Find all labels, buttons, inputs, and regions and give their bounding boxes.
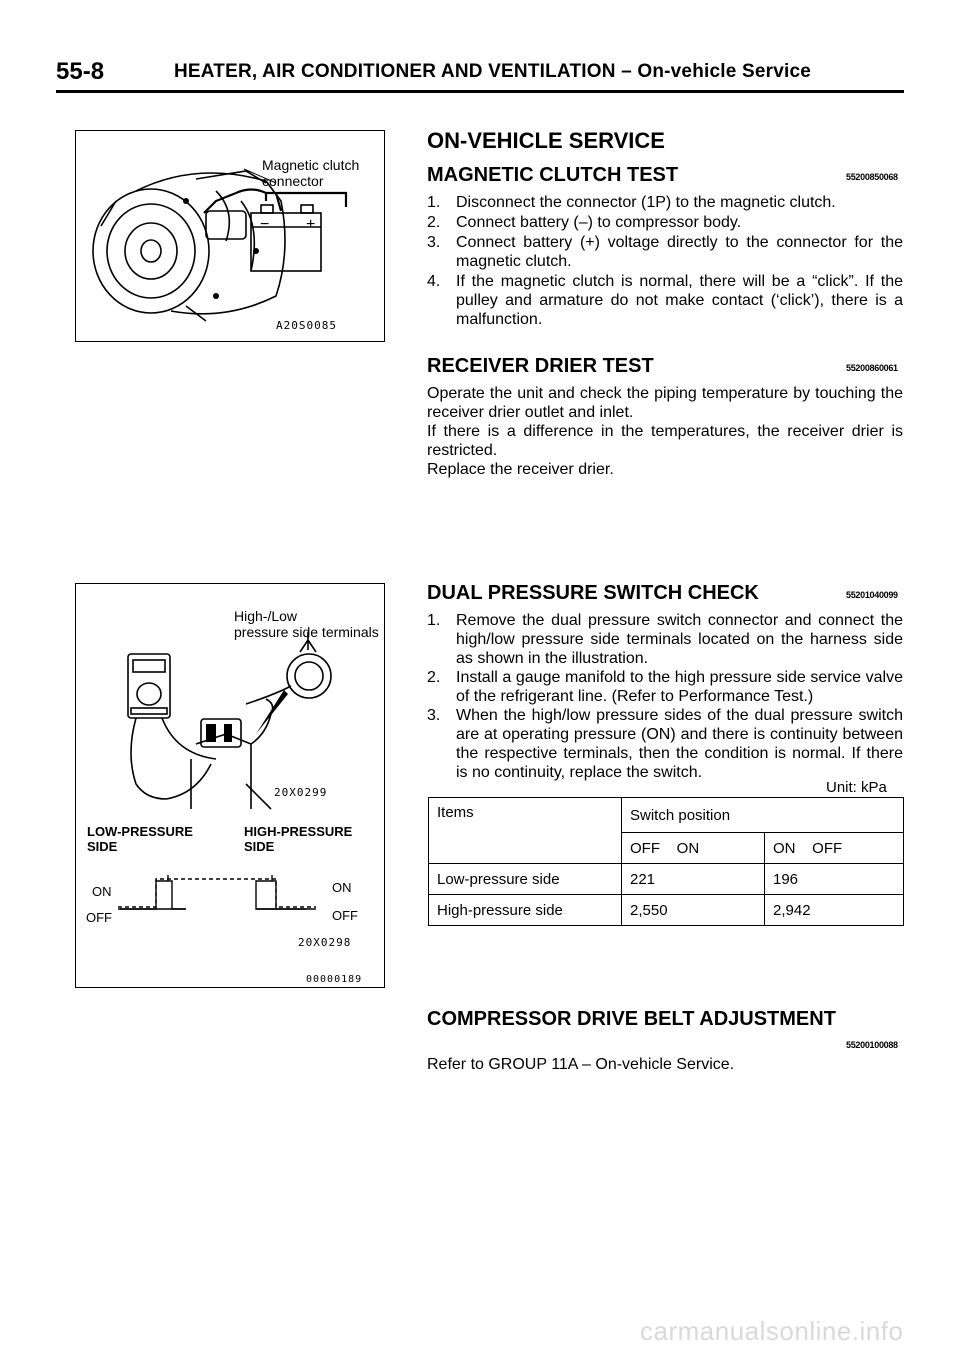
belt-text: Refer to GROUP 11A – On-vehicle Service. bbox=[427, 1056, 735, 1073]
figure-code-top: 20X0299 bbox=[274, 786, 328, 799]
table-row: High-pressure side 2,550 2,942 bbox=[429, 895, 904, 926]
table-row: Low-pressure side 221 196 bbox=[429, 864, 904, 895]
header-title: HEATER, AIR CONDITIONER AND VENTILATION – On-vehicle Service bbox=[174, 61, 811, 82]
figure-magnetic-clutch bbox=[75, 130, 385, 342]
off-right-label: OFF bbox=[332, 908, 358, 923]
switch-position-header: Switch position bbox=[622, 798, 904, 833]
receiver-drier-para2: If there is a difference in the temperatures, the receiver drier is restricted. bbox=[427, 423, 903, 459]
belt-code: 55200100088 bbox=[846, 1040, 898, 1050]
high-pressure-side-label: HIGH-PRESSURE SIDE bbox=[244, 824, 353, 854]
figure-code-bottom: 00000189 bbox=[306, 974, 363, 985]
step-item: 1. Remove the dual pressure switch connector and connect the high/low pressure side terminals located on the harness side as shown in the illustration. bbox=[427, 612, 903, 667]
dual-pressure-heading: DUAL PRESSURE SWITCH CHECK bbox=[427, 582, 759, 604]
low-pressure-side-label: LOW-PRESSURE SIDE bbox=[87, 824, 193, 854]
step-item: 2. Connect battery (–) to compressor body. bbox=[427, 214, 742, 231]
page-header bbox=[56, 58, 904, 88]
sub-header-on-off: ON OFF bbox=[765, 833, 904, 864]
off-left-label: OFF bbox=[86, 910, 112, 925]
page-number: 55-8 bbox=[56, 58, 105, 85]
on-right-label: ON bbox=[332, 880, 352, 895]
step-item: 2. Install a gauge manifold to the high pressure side service valve of the refrigerant line. (Refer to Performance Test.) bbox=[427, 669, 903, 705]
dual-pressure-code: 55201040099 bbox=[846, 590, 898, 600]
on-left-label: ON bbox=[92, 884, 112, 899]
watermark: carmanualsonline.info bbox=[640, 1316, 904, 1346]
figure-code-mid: 20X0298 bbox=[298, 936, 352, 949]
figure-code: A20S0085 bbox=[276, 319, 337, 332]
main-title: ON-VEHICLE SERVICE bbox=[427, 128, 665, 153]
items-header: Items bbox=[429, 798, 622, 864]
magnetic-clutch-heading: MAGNETIC CLUTCH TEST bbox=[427, 164, 679, 186]
header-rule bbox=[56, 90, 904, 93]
battery-minus-label: − bbox=[260, 216, 270, 233]
step-item: 3. Connect battery (+) voltage directly to the connector for the magnetic clutch. bbox=[427, 234, 903, 270]
step-item: 1. Disconnect the connector (1P) to the magnetic clutch. bbox=[427, 194, 836, 211]
figure-dual-pressure-switch bbox=[75, 583, 385, 988]
step-item: 3. When the high/low pressure sides of the dual pressure switch are at operating pressure (ON) and there is continuity between the respective terminals, then the condition is normal. If there is no continuity, replace the switch. bbox=[427, 707, 903, 781]
receiver-drier-heading: RECEIVER DRIER TEST bbox=[427, 355, 654, 377]
magnetic-clutch-label: Magnetic clutch connector bbox=[262, 157, 360, 189]
magnetic-clutch-code: 55200850068 bbox=[846, 172, 898, 182]
sub-header-off-on: OFF ON bbox=[622, 833, 765, 864]
battery-plus-label: + bbox=[306, 216, 316, 233]
terminals-label: High-/Low pressure side terminals bbox=[234, 608, 379, 640]
belt-heading: COMPRESSOR DRIVE BELT ADJUSTMENT bbox=[427, 1008, 836, 1030]
switch-spec-table bbox=[428, 797, 904, 926]
receiver-drier-para3: Replace the receiver drier. bbox=[427, 461, 614, 478]
unit-label: Unit: kPa bbox=[826, 779, 887, 796]
receiver-drier-para1: Operate the unit and check the piping temperature by touching the receiver drier outlet and inlet. bbox=[427, 385, 903, 421]
receiver-drier-code: 55200860061 bbox=[846, 363, 898, 373]
step-item: 4. If the magnetic clutch is normal, there will be a “click”. If the pulley and armature do not make contact (‘click’), there is a malfunction. bbox=[427, 273, 903, 328]
